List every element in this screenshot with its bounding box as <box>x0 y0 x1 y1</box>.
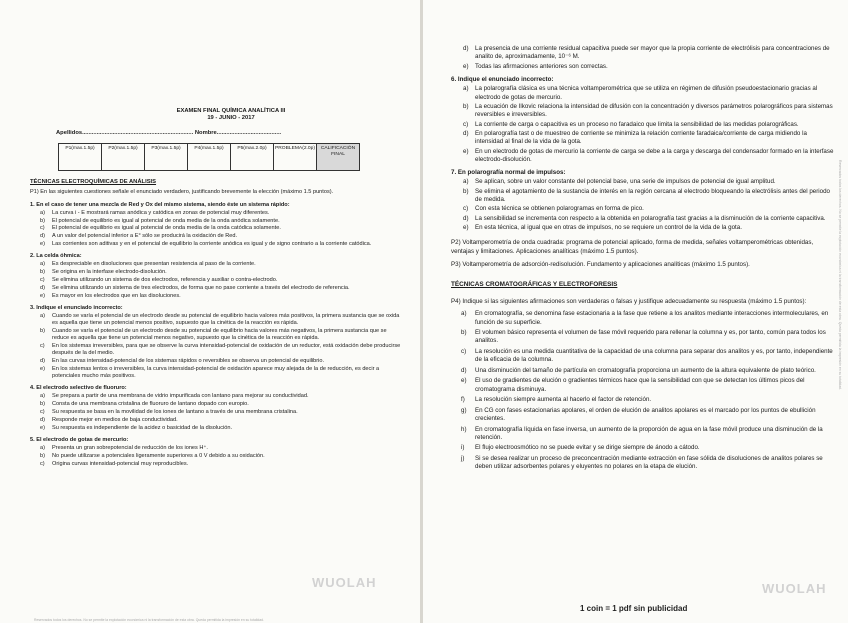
option-text: Con esta técnica se obtienen polarogramas en forma de pico. <box>475 205 644 213</box>
option-text: Su respuesta se basa en la movilidad de los iones de lantano a través de una membrana cristalina. <box>52 409 298 415</box>
option-text: Su respuesta es independiente de la acidez o basicidad de la disolución. <box>52 424 233 431</box>
question-title: 3. Indique el enunciado incorrecto: <box>30 304 123 311</box>
option-text: La resolución es una medida cuantitativa de la capacidad de una columna para separar dos analitos y es, por tanto, independiente de la eficacia de la columna. <box>475 347 833 364</box>
option-text: En cromatografía, se denomina fase estacionaria a la fase que retiene a los analitos mediante interacciones intermoleculares, en función de su superficie. <box>475 310 829 326</box>
question-options <box>451 178 834 232</box>
option-text: El potencial de equilibrio es igual al potencial de onda media de la onda catódica solamente. <box>52 225 281 232</box>
option-letter: j) <box>461 454 465 462</box>
option-text: En las curvas intensidad-potencial de los sistemas rápidos o reversibles se observa un potencial de equilibrio. <box>52 358 325 364</box>
option-letter: e) <box>40 365 45 372</box>
answer-option <box>40 209 402 217</box>
option-letter: c) <box>461 347 467 355</box>
answer-option <box>40 452 402 460</box>
answer-option <box>463 85 834 101</box>
option-text: La presencia de una corriente residual capacitiva puede ser mayor que la propia corriente de electrólisis para concentraciones de analito de, aproximadamente, 10⁻⁶ M. <box>475 45 830 61</box>
option-letter: c) <box>40 409 45 415</box>
option-text: Una disminución del tamaño de partícula en cromatografía proporciona un aumento de la altura equivalente de plato teórico. <box>475 366 816 374</box>
right-side-note: Reservados todos los derechos. No se permite la explotación económica ni la transformación de esta obra. Queda permitida la impresión en su totalidad. <box>838 160 842 390</box>
option-text: Se prepara a partir de una membrana de vidrio impurificada con lantano para mejorar su conductividad. <box>52 393 309 400</box>
option-text: No puede utilizarse a potenciales ligeramente superiores a 0 V debido a su oxidación. <box>52 452 265 459</box>
option-text: Todas las afirmaciones anteriores son correctas. <box>475 62 608 70</box>
option-letter: b) <box>463 102 469 110</box>
option-letter: e) <box>463 62 469 70</box>
option-text: La ecuación de Ilkovic relaciona la intensidad de difusión con la concentración y diversos parámetros polarográficos para sistemas reversibles e irreversibles. <box>475 102 833 119</box>
answer-option <box>461 444 834 452</box>
option-letter: d) <box>461 366 467 374</box>
option-letter: d) <box>40 416 45 423</box>
option-text: En un electrodo de gotas de mercurio la corriente de carga se debe a la carga y descarga del condensador formado en la interfase electrodo-disolución. <box>475 147 834 163</box>
option-letter: a) <box>461 310 467 318</box>
option-text: El uso de gradientes de elución o gradientes térmicos hace que la sensibilidad con que se detectan los últimos picos del cromatograma disminuya. <box>475 377 805 393</box>
name-row <box>30 130 402 137</box>
option-letter: e) <box>40 424 45 431</box>
option-letter: d) <box>40 358 45 364</box>
answer-option <box>463 120 834 129</box>
answer-option <box>40 328 402 342</box>
answer-option <box>40 424 402 432</box>
answer-option <box>461 347 834 364</box>
section-title-chromatography: TÉCNICAS CROMATOGRÁFICAS Y ELECTROFORESIS <box>451 280 618 288</box>
option-text: En los sistemas irreversibles, para que se observe la curva intensidad-potencial de oxidación de un reductor, está oxidación debe producirse después de la del medio. <box>52 343 401 357</box>
option-text: Si se desea realizar un proceso de preconcentración mediante extracción en fase sólida de disoluciones de analitos polares se deben utilizar adsorbentes polares y eluyentes no polares en la etapa de elución. <box>475 454 823 471</box>
option-letter: d) <box>40 284 45 291</box>
option-text: En polarografía tast o de muestreo de corriente se minimiza la relación corriente faradaica/corriente de carga midiendo la intensidad al final de la vida de la gota. <box>475 129 807 146</box>
answer-option <box>463 147 834 164</box>
answer-option <box>463 62 834 71</box>
option-text: Es mayor en los electrodos que en las disoluciones. <box>52 292 181 299</box>
option-letter: a) <box>40 261 45 268</box>
score-cell: P2(max.1.5p) <box>102 144 145 171</box>
answer-option <box>461 454 834 471</box>
answer-option <box>40 241 402 248</box>
option-text: Se origina en la interfase electrodo-disolución. <box>52 269 167 276</box>
option-text: Es despreciable en disoluciones que presentan resistencia al paso de la corriente. <box>52 261 256 268</box>
answer-option <box>463 178 834 186</box>
watermark-logo-right: WUOLAH <box>762 581 827 596</box>
answer-option <box>40 409 402 416</box>
option-text: En CG con fases estacionarias apolares, el orden de elución de analitos apolares es el marcado por los puntos de ebullición crecientes. <box>475 406 816 422</box>
question-options <box>451 85 834 164</box>
apellidos-label: Apellidos..................................................................... <box>56 130 194 136</box>
question-title: 6. Indique el enunciado incorrecto: <box>451 75 554 83</box>
option-letter: e) <box>461 377 467 385</box>
nombre-label: Nombre........................................ <box>194 130 282 136</box>
question-options <box>30 313 402 380</box>
option-letter: b) <box>461 329 467 337</box>
option-text: Se elimina utilizando un sistema de tres electrodos, de forma que no pase corriente a través del electrodo de referencia. <box>52 284 350 291</box>
answer-option <box>463 224 834 232</box>
score-row <box>59 144 360 171</box>
left-footnote: Reservados todos los derechos. No se permite la explotación económica ni la transformación de esta obra. Queda permitida la impresión en su totalidad. <box>34 618 264 622</box>
answer-option <box>40 277 402 284</box>
answer-option <box>40 445 402 452</box>
score-cell: PROBLEMA(2.0p) <box>274 144 317 171</box>
question-options <box>30 261 402 299</box>
left-page <box>0 0 420 623</box>
option-letter: a) <box>463 178 469 186</box>
option-text: A un valor del potencial inferior a E° sólo se producirá la oxidación de Red. <box>52 233 238 240</box>
answer-option <box>40 365 402 380</box>
option-text: En cromatografía líquida en fase inversa, un aumento de la proporción de agua en la fase móvil produce una disminución de la retención. <box>475 425 823 441</box>
answer-option <box>463 187 834 204</box>
option-text: En los sistemas lentos o irreversibles, la curva intensidad-potencial de oxidación aparece muy alejada de la de reducción, es decir a potenciales mucho más positivos. <box>52 365 380 379</box>
question-options <box>30 210 402 248</box>
score-cell: P4(max.1.5p) <box>188 144 231 171</box>
option-letter: a) <box>463 85 469 93</box>
question-title: 7. En polarografía normal de impulsos: <box>451 168 566 176</box>
option-letter: c) <box>463 205 469 213</box>
option-text: La sensibilidad se incrementa con respecto a la obtenida en polarografía tast gracias a la disminución de la corriente capacitiva. <box>475 214 826 222</box>
option-text: La polarografía clásica es una técnica voltamperométrica que se utiliza en régimen de difusión pseudoestacionario gracias al electrodo de gotas de mercurio. <box>475 85 818 101</box>
answer-option <box>461 310 834 326</box>
option-letter: a) <box>40 393 45 400</box>
score-cell: P5(max.2.0p) <box>231 144 274 171</box>
answer-option <box>463 129 834 146</box>
option-text: Consta de una membrana cristalina de fluoruro de lantano dopado con europio. <box>52 401 249 408</box>
option-letter: d) <box>463 45 469 53</box>
option-text: Responde mejor en medios de baja conductividad. <box>52 416 178 423</box>
option-text: El volumen básico representa el volumen de fase móvil requerido para rellenar la columna y es, por tanto, común para todos los analitos. <box>475 329 826 345</box>
answer-option <box>40 269 402 276</box>
answer-option <box>40 393 402 400</box>
question-title: 5. El electrodo de gotas de mercurio: <box>30 436 129 443</box>
answer-option <box>40 261 402 268</box>
right-page <box>423 0 848 623</box>
option-text: Cuando se varía el potencial de un electrodo desde su potencial de equilibrio hacia valores más positivos, la primera sustancia que se oxida es aquella que tiene un potencial menos positivo, supuesto que la cinética de la reacción es rápida. <box>52 313 400 327</box>
answer-option <box>40 233 402 240</box>
option-letter: b) <box>40 328 45 334</box>
answer-option <box>461 425 834 442</box>
option-text: La corriente de carga o capacitiva es un proceso no faradaico que limita la sensibilidad de las medidas polarográficas. <box>475 120 799 128</box>
answer-option <box>40 343 402 357</box>
section-title-electrochem: TÉCNICAS ELECTROQUÍMICAS DE ANÁLISIS <box>30 179 157 186</box>
option-letter: d) <box>463 214 469 222</box>
option-letter: b) <box>463 187 469 195</box>
answer-option <box>40 358 402 365</box>
answer-option <box>463 214 834 223</box>
answer-option <box>40 401 402 408</box>
answer-option <box>461 396 834 404</box>
answer-option <box>463 45 834 61</box>
option-letter: f) <box>461 396 465 404</box>
option-text: Cuando se varía el potencial de un electrodo desde su potencial de equilibrio hacia valores más negativos, la primera sustancia que se reduce es aquella que tiene un potencial menos negativo, supuesto que la cinética de la reacción es rápida. <box>52 328 387 342</box>
option-text: Se elimina el agotamiento de la sustancia de interés en la región cercana al electrodo bloqueando la electrólisis antes del periodo de medida. <box>475 187 830 203</box>
p4-items <box>451 310 834 471</box>
option-text: Se elimina utilizando un sistema de dos electrodos, referencia y auxiliar o contra-electrodo. <box>52 277 278 283</box>
answer-option <box>40 225 402 232</box>
answer-option <box>40 217 402 225</box>
option-letter: e) <box>463 224 469 232</box>
p4-intro: P4) Indique si las siguientes afirmaciones son verdaderas o falsas y justifique adecuadamente su respuesta (máximo 1.5 puntos): <box>451 298 807 306</box>
option-letter: c) <box>40 343 45 349</box>
answer-option <box>461 366 834 375</box>
answer-option <box>463 102 834 119</box>
option-text: Se aplican, sobre un valor constante del potencial base, una serie de impulsos de potencial de igual amplitud. <box>475 178 776 186</box>
option-text: Origina curvas intensidad-potencial muy reproducibles. <box>52 460 189 467</box>
answer-option <box>40 292 402 300</box>
p2-text: P2) Voltamperometría de onda cuadrada: programa de potencial aplicado, forma de medida, señales voltamperométricas obtenidas, ventajas y limitaciones. Aplicaciones analíticas (máximo 1.5 puntos). <box>451 239 814 255</box>
exam-title: EXAMEN FINAL QUÍMICA ANALÍTICA III 19 - JUNIO - 2017 <box>176 108 286 121</box>
option-letter: e) <box>40 292 45 299</box>
option-letter: c) <box>40 460 45 467</box>
footer-promo: 1 coin = 1 pdf sin publicidad <box>580 604 688 613</box>
answer-option <box>463 205 834 213</box>
answer-option <box>40 284 402 292</box>
option-text: Presenta un gran sobrepotencial de reducción de los iones H⁺. <box>52 445 208 451</box>
option-text: Las corrientes son aditivas y en el potencial de equilibrio la corriente anódica es igual y de signo contrario a la corriente catódica. <box>52 241 372 247</box>
option-letter: a) <box>40 313 45 319</box>
option-text: El potencial de equilibrio es igual al potencial de onda media de la onda anódica solamente. <box>52 217 280 224</box>
option-letter: b) <box>40 401 45 408</box>
option-text: En esta técnica, al igual que en otras de impulsos, no se requiere un control de la vida de la gota. <box>475 224 742 232</box>
option-letter: d) <box>463 129 469 137</box>
option-text: La resolución siempre aumenta al hacerlo el factor de retención. <box>475 396 652 404</box>
question-title: 2. La celda óhmica: <box>30 253 82 260</box>
answer-option <box>40 460 402 468</box>
option-letter: d) <box>40 233 45 240</box>
option-letter: b) <box>40 217 45 224</box>
option-letter: b) <box>40 452 45 459</box>
option-letter: c) <box>40 277 45 283</box>
score-cell: CALIFICACIÓN FINAL <box>317 144 360 171</box>
p1-intro: P1) En las siguientes cuestiones señale el enunciado verdadero, justificando brevemente la elección (máximo 1.5 puntos). <box>30 189 334 196</box>
watermark-logo-left: WUOLAH <box>312 575 377 590</box>
answer-option <box>461 406 834 423</box>
score-cell: P1(max.1.5p) <box>59 144 102 171</box>
answer-option <box>461 329 834 345</box>
option-letter: g) <box>461 406 467 414</box>
option-letter: a) <box>40 209 45 216</box>
option-letter: b) <box>40 269 45 276</box>
question-options <box>30 445 402 468</box>
option-letter: c) <box>463 120 469 128</box>
p3-text: P3) Voltamperometría de adsorción-redisolución. Fundamento y aplicaciones analíticas (máximo 1.5 puntos). <box>451 260 750 268</box>
option-letter: e) <box>40 241 45 247</box>
option-letter: h) <box>461 425 467 433</box>
answer-option <box>40 416 402 424</box>
question-title: 4. El electrodo selectivo de fluoruro: <box>30 385 127 392</box>
score-table <box>58 143 360 171</box>
option-letter: e) <box>463 147 469 155</box>
question-title: 1. En el caso de tener una mezcla de Red y Ox del mismo sistema, siendo éste un sistema rápido: <box>30 201 290 208</box>
question-options <box>30 393 402 431</box>
right-questions <box>451 76 834 232</box>
left-questions <box>30 202 402 468</box>
option-letter: i) <box>461 444 465 452</box>
continued-items <box>451 45 834 71</box>
option-text: La curva i - E mostrará ramas anódica y catódica en zonas de potencial muy diferentes. <box>52 209 270 216</box>
answer-option <box>461 377 834 393</box>
score-cell: P3(max.1.5p) <box>145 144 188 171</box>
option-text: El flujo electroosmótico no se puede evitar y se dirige siempre de ánodo a cátodo. <box>475 444 700 452</box>
option-letter: c) <box>40 225 45 232</box>
option-letter: a) <box>40 445 45 451</box>
answer-option <box>40 313 402 327</box>
